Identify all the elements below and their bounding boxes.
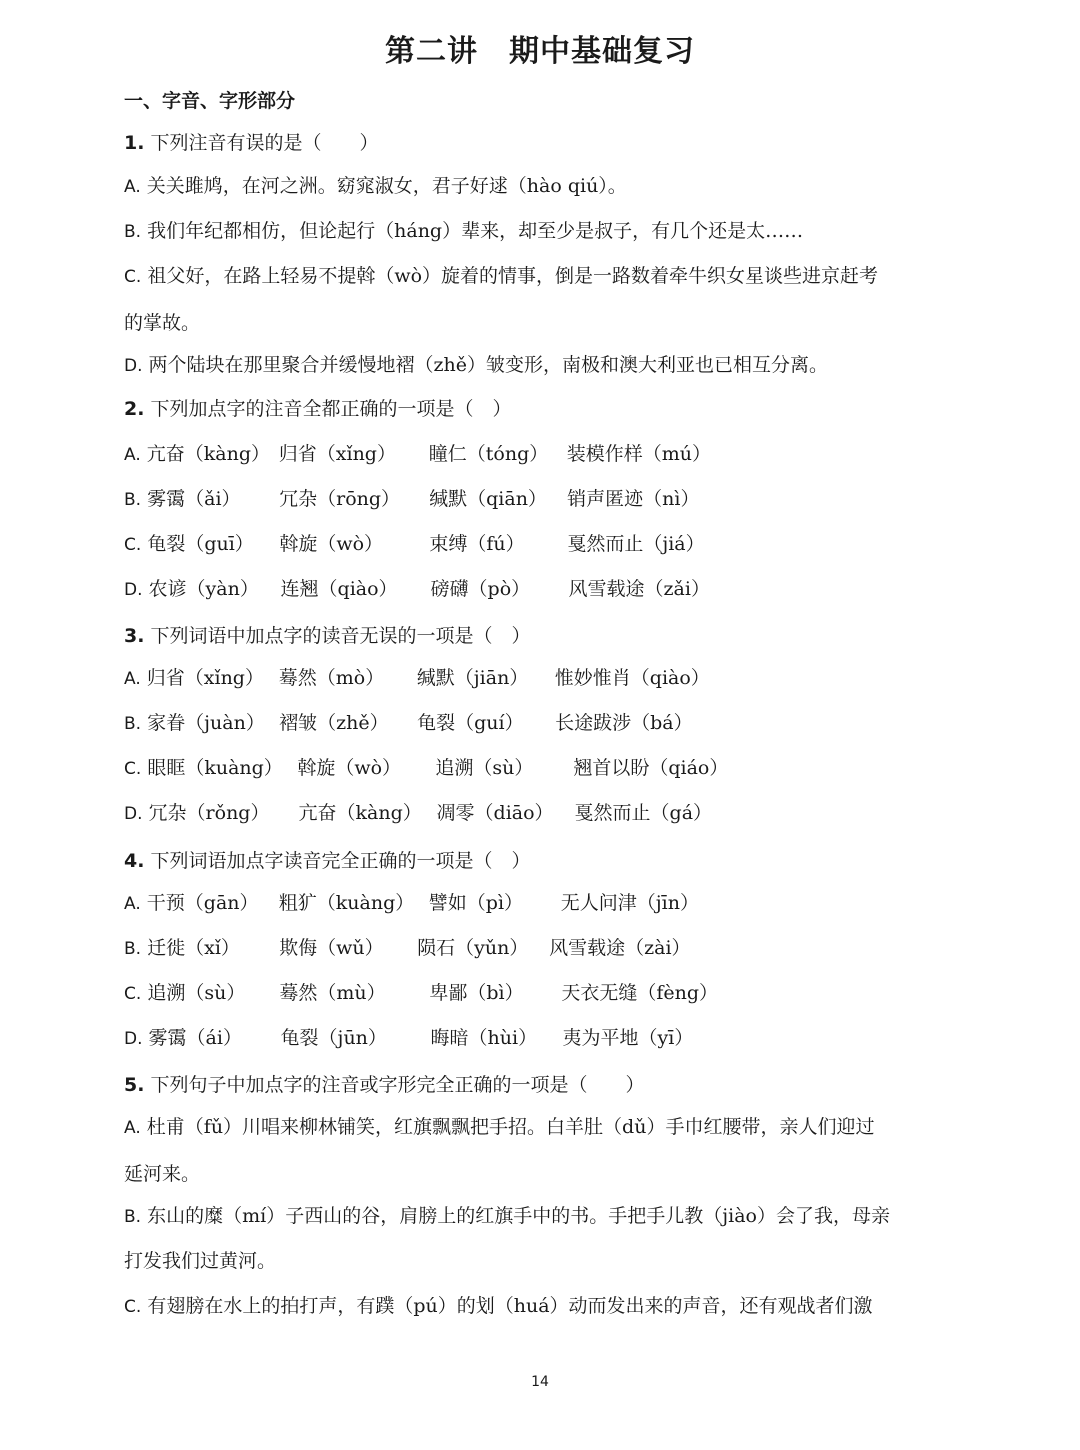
question-text: 下列句子中加点字的注音或字形完全正确的一项是（ ） xyxy=(150,1074,645,1096)
option-text: 关关雎鸠，在河之洲。窈窕淑女，君子好逑（hào qiú）。 xyxy=(146,175,627,197)
q5-option-b xyxy=(124,1203,944,1230)
option-word: 瞳仁（tóng） xyxy=(428,443,549,465)
option-word: 雾霭（ái） xyxy=(148,1027,242,1049)
question-5-stem xyxy=(124,1072,944,1098)
option-label: C. xyxy=(124,267,142,287)
option-label: B. xyxy=(124,222,142,242)
option-label: A. xyxy=(124,1118,141,1138)
option-word: 惟妙惟肖（qiào） xyxy=(554,667,710,689)
option-word: 追溯（sù） xyxy=(147,982,246,1004)
option-label: C. xyxy=(124,535,142,555)
option-word: 归省（xǐng） xyxy=(278,443,396,465)
option-word: 夷为平地（yī） xyxy=(562,1027,694,1049)
page-number: 14 xyxy=(531,1374,549,1390)
question-number: 4. xyxy=(124,850,145,872)
page-title: 第二讲 期中基础复习 xyxy=(385,34,695,69)
q5-option-c xyxy=(124,1293,944,1320)
option-word: 长途跋涉（bá） xyxy=(555,712,693,734)
option-word: 雾霭（ǎi） xyxy=(147,488,241,510)
q1-option-d xyxy=(124,352,944,379)
option-word: 销声匿迹（nì） xyxy=(567,488,700,510)
option-word: 翘首以盼（qiáo） xyxy=(573,757,729,779)
q1-option-a xyxy=(124,173,944,200)
option-word: 归省（xǐng） xyxy=(146,667,264,689)
question-4-stem xyxy=(124,848,944,874)
option-word: 戛然而止（jiá） xyxy=(567,533,705,555)
option-word: 眼眶（kuàng） xyxy=(147,757,283,779)
option-text: 我们年纪都相仿，但论起行（háng）辈来，却至少是叔子，有几个还是太…… xyxy=(147,220,804,242)
question-number: 2. xyxy=(124,398,145,420)
option-text: 祖父好，在路上轻易不提斡（wò）旋着的情事，倒是一路数着牵牛织女星谈些进京赶考 xyxy=(147,265,879,287)
q4-option-d xyxy=(124,1025,944,1052)
option-label: A. xyxy=(124,669,141,689)
option-word: 冗杂（rōng） xyxy=(279,488,401,510)
question-text: 下列词语加点字读音完全正确的一项是（ ） xyxy=(150,850,531,872)
option-word: 譬如（pì） xyxy=(428,892,524,914)
option-word: 天衣无缝（fèng） xyxy=(561,982,719,1004)
option-word: 褶皱（zhě） xyxy=(279,712,389,734)
question-number: 1. xyxy=(124,132,145,154)
q5-option-a-continued: 延河来。 xyxy=(124,1163,201,1185)
option-label: C. xyxy=(124,984,142,1004)
q1-option-c-continued: 的掌故。 xyxy=(124,312,201,334)
q3-option-a xyxy=(124,665,944,692)
q5-option-b-continued: 打发我们过黄河。 xyxy=(124,1250,277,1272)
option-word: 束缚（fú） xyxy=(429,533,525,555)
option-word: 农谚（yàn） xyxy=(148,578,259,600)
option-label: B. xyxy=(124,714,142,734)
option-word: 追溯（sù） xyxy=(435,757,534,779)
option-word: 亢奋（kàng） xyxy=(146,443,271,465)
question-1-stem xyxy=(124,130,944,156)
option-label: A. xyxy=(124,177,141,197)
option-word: 蓦然（mù） xyxy=(279,982,386,1004)
option-label: A. xyxy=(124,445,141,465)
option-word: 龟裂（guí） xyxy=(417,712,524,734)
section-heading: 一、字音、字形部分 xyxy=(124,90,296,112)
option-word: 欺侮（wǔ） xyxy=(279,937,384,959)
option-label: B. xyxy=(124,939,142,959)
q1-option-b xyxy=(124,218,944,245)
q2-option-b xyxy=(124,486,944,513)
question-text: 下列词语中加点字的读音无误的一项是（ ） xyxy=(150,625,531,647)
q3-option-c xyxy=(124,755,944,782)
option-word: 陨石（yǔn） xyxy=(417,937,529,959)
option-word: 无人问津（jīn） xyxy=(560,892,699,914)
q1-option-c xyxy=(124,263,944,290)
option-word: 家眷（juàn） xyxy=(147,712,265,734)
option-text: 东山的糜（mí）子西山的谷，肩膀上的红旗手中的书。手把手儿教（jiào）会了我，母亲 xyxy=(147,1205,890,1227)
option-label: A. xyxy=(124,894,141,914)
question-text: 下列加点字的注音全都正确的一项是（ ） xyxy=(150,398,512,420)
q2-option-d xyxy=(124,576,944,603)
option-label: C. xyxy=(124,1297,142,1317)
option-word: 缄默（qiān） xyxy=(429,488,547,510)
q3-option-d xyxy=(124,800,944,827)
question-2-stem xyxy=(124,396,944,422)
q2-option-a xyxy=(124,441,944,468)
q2-option-c xyxy=(124,531,944,558)
option-word: 晦暗（hùi） xyxy=(430,1027,538,1049)
option-word: 凋零（diāo） xyxy=(436,802,554,824)
q4-option-b xyxy=(124,935,944,962)
option-word: 迁徙（xǐ） xyxy=(147,937,240,959)
option-word: 斡旋（wò） xyxy=(297,757,402,779)
option-word: 戛然而止（gá） xyxy=(574,802,713,824)
q4-option-c xyxy=(124,980,944,1007)
option-word: 风雪载途（zài） xyxy=(549,937,691,959)
question-number: 5. xyxy=(124,1074,145,1096)
option-word: 亢奋（kàng） xyxy=(298,802,422,824)
option-word: 磅礴（pò） xyxy=(430,578,531,600)
option-word: 风雪载途（zǎi） xyxy=(568,578,710,600)
option-word: 斡旋（wò） xyxy=(279,533,384,555)
option-label: B. xyxy=(124,490,142,510)
option-text: 有翅膀在水上的拍打声，有蹼（pú）的划（huá）动而发出来的声音，还有观战者们激 xyxy=(147,1295,873,1317)
question-number: 3. xyxy=(124,625,145,647)
option-word: 龟裂（jūn） xyxy=(280,1027,387,1049)
question-text: 下列注音有误的是（ ） xyxy=(150,132,379,154)
option-word: 龟裂（guī） xyxy=(147,533,254,555)
option-word: 缄默（jiān） xyxy=(416,667,529,689)
option-text: 杜甫（fǔ）川唱来柳林铺笑，红旗飘飘把手招。白羊肚（dǔ）手巾红腰带，亲人们迎过 xyxy=(146,1116,875,1138)
option-word: 装模作样（mú） xyxy=(566,443,712,465)
option-word: 粗犷（kuàng） xyxy=(278,892,415,914)
option-label: D. xyxy=(124,1029,143,1049)
q4-option-a xyxy=(124,890,944,917)
q5-option-a xyxy=(124,1114,944,1141)
option-text: 两个陆块在那里聚合并缓慢地褶（zhě）皱变形，南极和澳大利亚也已相互分离。 xyxy=(148,354,829,376)
option-word: 卑鄙（bì） xyxy=(429,982,524,1004)
question-3-stem xyxy=(124,623,944,649)
option-word: 干预（gān） xyxy=(146,892,259,914)
option-word: 蓦然（mò） xyxy=(278,667,385,689)
option-label: D. xyxy=(124,804,143,824)
option-label: D. xyxy=(124,580,143,600)
option-label: B. xyxy=(124,1207,142,1227)
option-word: 连翘（qiào） xyxy=(280,578,398,600)
option-word: 冗杂（rǒng） xyxy=(148,802,270,824)
option-label: C. xyxy=(124,759,142,779)
q3-option-b xyxy=(124,710,944,737)
option-label: D. xyxy=(124,356,143,376)
